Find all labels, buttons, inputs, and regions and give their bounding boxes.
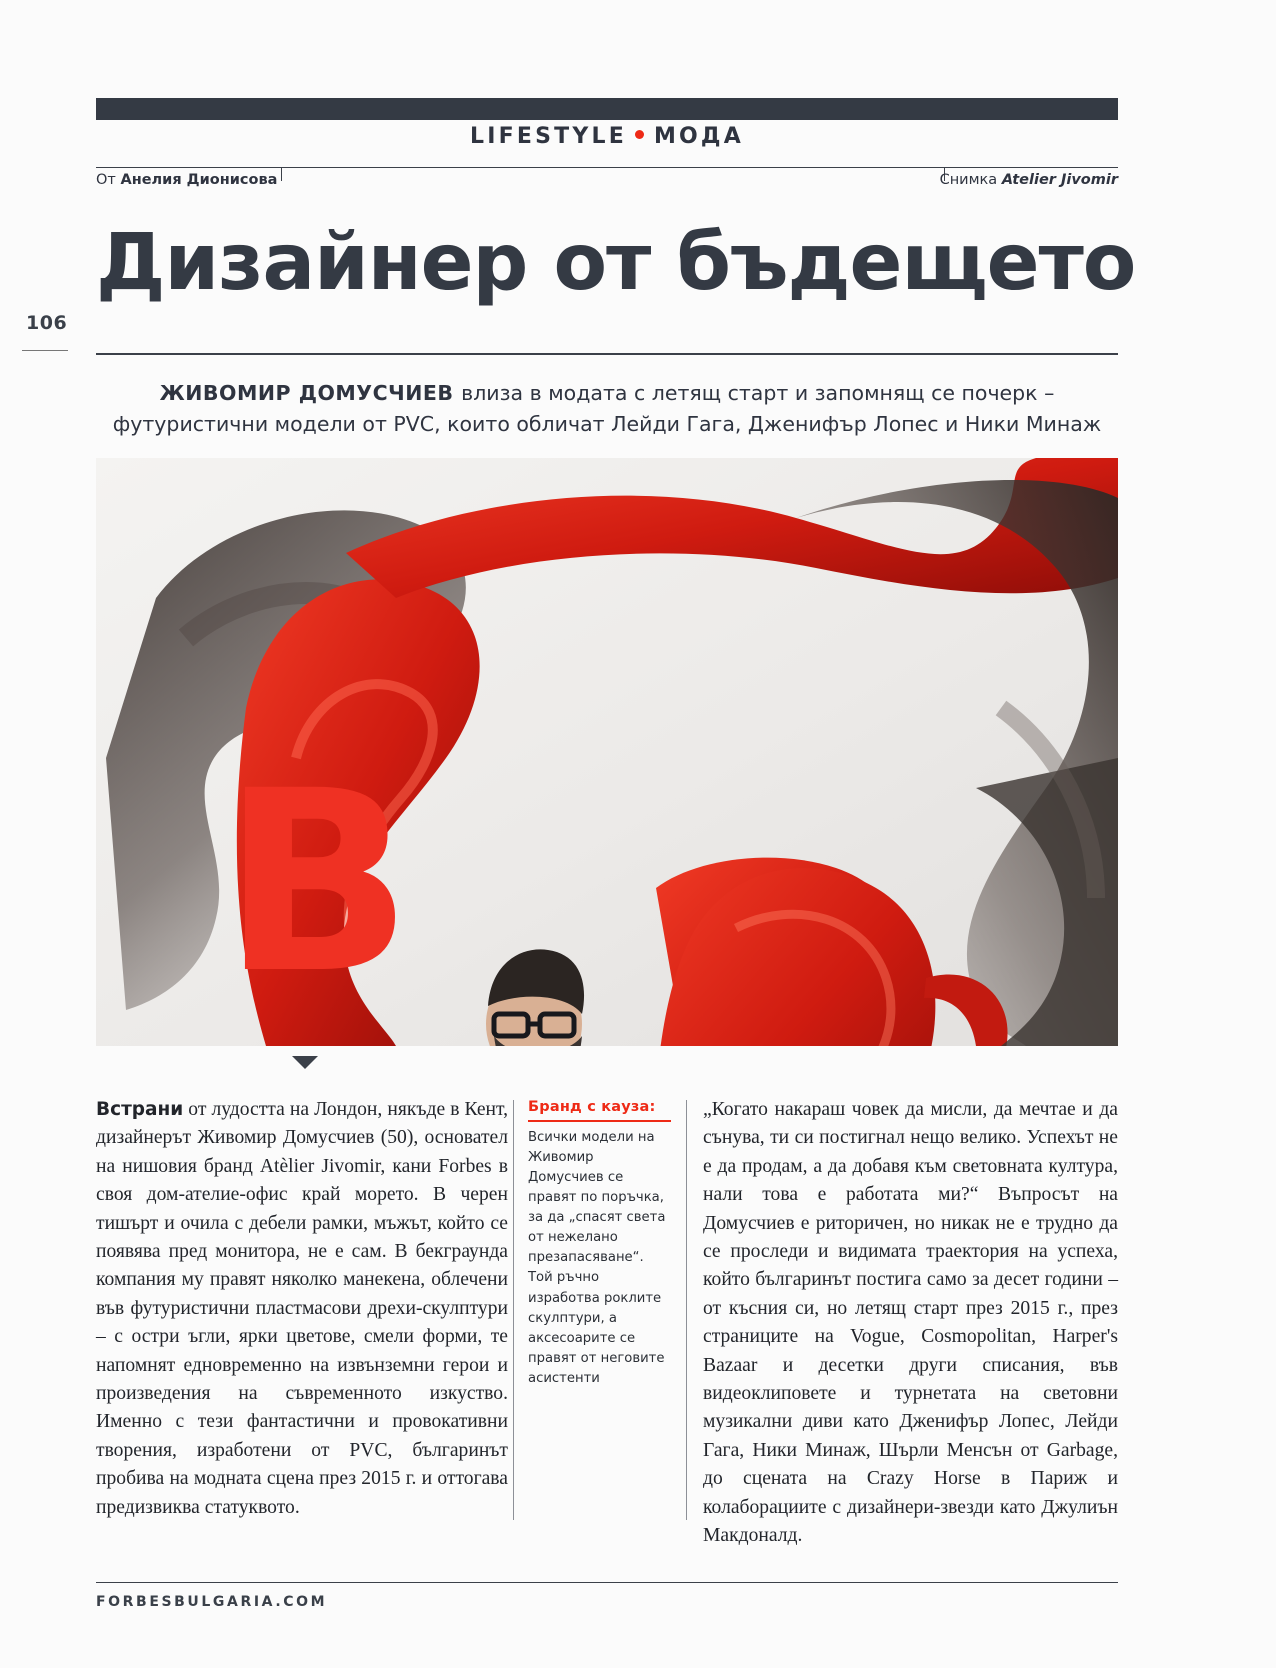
author-prefix: От [96,172,121,188]
header-bar [96,98,1118,120]
section-kicker [96,124,1118,149]
bullet-dot-icon [635,130,644,139]
photo-prefix: Снимка [939,172,1002,188]
column-divider-1 [513,1100,514,1520]
footer-divider [96,1582,1118,1583]
page-title: Дизайнер от бъдещето [96,218,1136,308]
deck-divider [96,353,1118,355]
article-deck [96,378,1118,440]
body-column-left [96,1096,508,1522]
section-label: LIFESTYLE [470,124,627,149]
body-column-right [703,1096,1118,1551]
author-byline [96,172,277,188]
subsection-label: МОДА [653,124,744,149]
drop-cap: В [222,737,407,1028]
page-number: 106 [26,312,68,334]
deck-lead: ЖИВОМИР ДОМУСЧИЕВ [159,381,462,405]
photo-credit-name: Atelier Jivomir [1001,172,1118,188]
sidebar-body: Всички модели на Живомир Домусчиев се правят по поръчка, за да „спасят света от нежелано презапасяване“. Той ръчно изработва роклите скулптури, а аксесоарите се правят от неговите асистенти [528,1130,666,1386]
footer-url: FORBESBULGARIA.COM [96,1594,328,1610]
body-lead-in: Встрани [96,1099,184,1120]
body-text-left: от лудостта на Лондон, някъде в Кент, дизайнерът Живомир Домусчиев (50), основател на нишовия бранд Atèlier Jivomir, кани Forbes в своя дом-ателие-офис край морето. В черен тишърт и очила с дебели рамки, мъжът, който се появява пред монитора, не е сам. В бекграунда компания му правят няколко манекена, облечени във футуристични пластмасови дрехи-скулптури – с остри ъгли, ярки цветове, смели форми, те напомнят едновременно на извънземни герои и произведения на съвременното изкуство. Именно с тези фантастични и провокативни творения, изработени от PVC, българинът пробива на модната сцена през 2015 г. и оттогава предизвиква статуквото. [96,1099,508,1518]
sidebar-column [528,1096,671,1389]
body-text-right: „Когато накараш човек да мисли, да мечтае и да сънува, ти си постигнал нещо велико. Успехът не е да продам, а да добавя към световната култура, нали това е работата ми?“ Въпросът на Домусчиев е риторичен, но никак не е трудно да се проследи и видимата траектория на успеха, който българинът постига само за десет години – от късния си, но летящ старт през 2015 г., през страниците на Vogue, Cosmopolitan, Harper's Bazaar и десетки други списания, във видеоклиповете и турнетата на световни музикални диви като Дженифър Лопес, Лейди Гага, Ники Минаж, Шърли Менсън от Garbage, до сцената на Crazy Horse в Париж и колаборациите с дизайнери-звезди като Джулиън Макдоналд. [703,1099,1118,1547]
deck-rest: влиза в модата с летящ старт и запомнящ се почерк – футуристични модели от PVC, които обличат Лейди Гага, Дженифър Лопес и Ники Минаж [112,381,1102,436]
column-divider-2 [686,1100,687,1520]
folio-divider [22,350,68,351]
photo-credit [940,172,1118,188]
byline-divider [96,167,1118,168]
author-name: Анелия Дионисова [120,172,278,188]
sidebar-heading: Бранд с кауза: [528,1096,671,1122]
arrow-down-icon [292,1056,318,1069]
byline-tick-left [281,167,282,181]
